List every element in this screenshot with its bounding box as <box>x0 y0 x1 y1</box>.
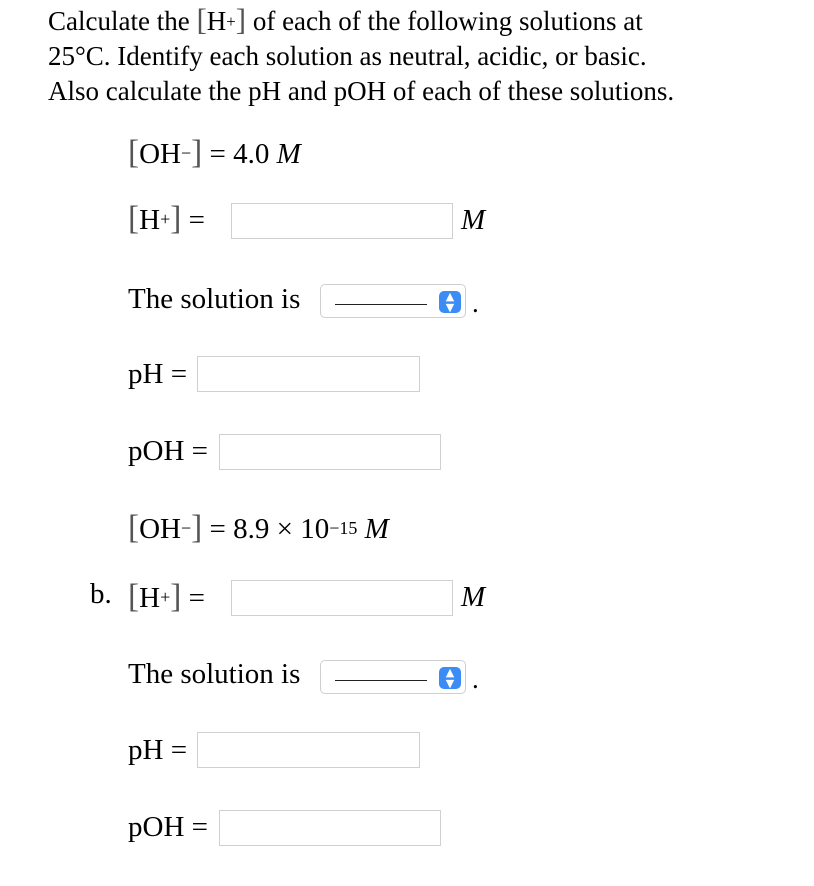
part-a-h-unit: M <box>461 204 486 236</box>
part-a-h-input[interactable] <box>231 203 453 239</box>
part-a-solution-label: The solution is <box>128 283 301 315</box>
intro-h-species: H <box>206 6 227 36</box>
part-b-label: b. <box>90 578 112 610</box>
part-a-given: [OH−] = 4.0 M <box>128 134 301 171</box>
part-a-poh-label: pOH = <box>128 435 208 467</box>
part-b-ph-label: pH = <box>128 734 188 766</box>
part-b-period: . <box>472 664 479 694</box>
part-b-h-input[interactable] <box>231 580 453 616</box>
intro-line-1: Calculate the [H+] of each of the following solutions at <box>48 2 643 37</box>
up-down-chevron-icon: ▲ ▼ <box>439 291 461 313</box>
up-down-chevron-icon: ▲ ▼ <box>439 667 461 689</box>
bracket-close: ] <box>235 2 247 37</box>
select-value <box>335 304 427 305</box>
intro-line-3: Also calculate the pH and pOH of each of these solutions. <box>48 76 675 106</box>
part-b-h-label: [H+] = <box>128 578 205 615</box>
part-a-h-label: [H+] = <box>128 200 205 237</box>
question-intro <box>48 2 674 109</box>
part-a-ph-input[interactable] <box>197 356 420 392</box>
intro-h-charge: + <box>226 11 236 31</box>
intro-line-2: 25°C. Identify each solution as neutral, acidic, or basic. <box>48 41 647 71</box>
part-b-solution-label: The solution is <box>128 658 301 690</box>
part-a-solution-select[interactable] <box>320 284 466 318</box>
part-b-ph-input[interactable] <box>197 732 420 768</box>
part-a-period: . <box>472 288 479 318</box>
bracket-open: [ <box>196 2 207 37</box>
part-a-ph-label: pH = <box>128 358 188 390</box>
part-b-solution-select[interactable] <box>320 660 466 694</box>
select-value <box>335 680 427 681</box>
part-b-poh-input[interactable] <box>219 810 441 846</box>
part-b-poh-label: pOH = <box>128 811 208 843</box>
part-b-given: $[OH^-] = 8.9 \times 10^{-15}$ M <box>128 509 389 546</box>
part-b-h-unit: M <box>461 581 486 613</box>
part-a-poh-input[interactable] <box>219 434 441 470</box>
